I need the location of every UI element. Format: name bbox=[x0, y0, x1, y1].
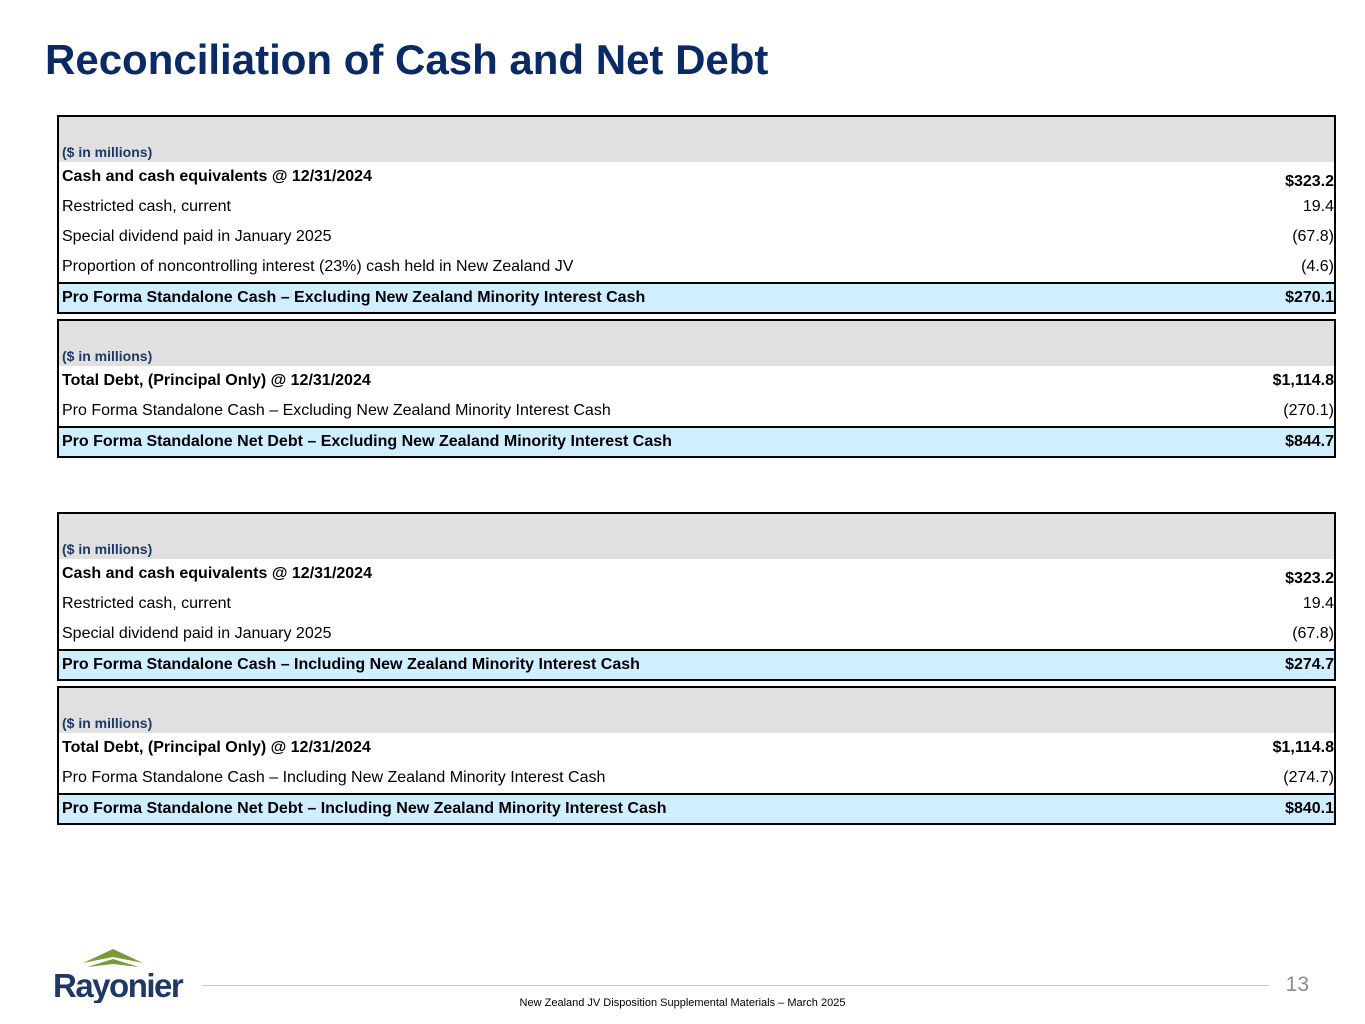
row-value: $1,114.8 bbox=[1272, 739, 1334, 756]
row-label: Proportion of noncontrolling interest (23%) cash held in New Zealand JV bbox=[62, 258, 574, 275]
page-number: 13 bbox=[1285, 973, 1309, 996]
total-label: Pro Forma Standalone Net Debt – Including New Zealand Minority Interest Cash bbox=[62, 800, 667, 817]
table-row bbox=[59, 252, 1334, 282]
table-row bbox=[59, 763, 1334, 793]
row-value: $323.2 bbox=[1285, 570, 1334, 587]
table-header bbox=[59, 321, 1334, 366]
units-label: ($ in millions) bbox=[62, 715, 153, 731]
table-header bbox=[59, 117, 1334, 162]
total-row bbox=[59, 426, 1334, 456]
rayonier-logo bbox=[53, 947, 193, 1003]
table-row bbox=[59, 192, 1334, 222]
total-label: Pro Forma Standalone Net Debt – Excluding New Zealand Minority Interest Cash bbox=[62, 433, 672, 450]
net-debt-excluding-nz-table bbox=[57, 319, 1336, 458]
table-row bbox=[59, 559, 1334, 589]
total-row bbox=[59, 649, 1334, 679]
row-value: (67.8) bbox=[1292, 228, 1334, 245]
row-value: (274.7) bbox=[1283, 769, 1334, 786]
table-row bbox=[59, 589, 1334, 619]
row-label: Cash and cash equivalents @ 12/31/2024 bbox=[62, 565, 372, 582]
table-header bbox=[59, 514, 1334, 559]
cash-excluding-nz-table bbox=[57, 115, 1336, 314]
table-row bbox=[59, 733, 1334, 763]
footer-text: New Zealand JV Disposition Supplemental Materials – March 2025 bbox=[519, 997, 846, 1009]
row-value: $1,114.8 bbox=[1272, 372, 1334, 389]
row-label: Cash and cash equivalents @ 12/31/2024 bbox=[62, 168, 372, 185]
row-label: Pro Forma Standalone Cash – Including New Zealand Minority Interest Cash bbox=[62, 769, 606, 786]
row-label: Restricted cash, current bbox=[62, 198, 231, 215]
row-value: 19.4 bbox=[1302, 198, 1334, 215]
row-value: 19.4 bbox=[1302, 595, 1334, 612]
total-value: $274.7 bbox=[1285, 656, 1334, 673]
logo-wordmark: Rayonier bbox=[53, 967, 183, 1003]
row-label: Total Debt, (Principal Only) @ 12/31/2024 bbox=[62, 739, 371, 756]
total-value: $840.1 bbox=[1285, 800, 1334, 817]
row-value: (270.1) bbox=[1283, 402, 1334, 419]
row-label: Total Debt, (Principal Only) @ 12/31/2024 bbox=[62, 372, 371, 389]
table-row bbox=[59, 366, 1334, 396]
row-label: Special dividend paid in January 2025 bbox=[62, 228, 332, 245]
cash-including-nz-table bbox=[57, 512, 1336, 681]
units-label: ($ in millions) bbox=[62, 144, 153, 160]
row-label: Pro Forma Standalone Cash – Excluding New Zealand Minority Interest Cash bbox=[62, 402, 611, 419]
row-value: (4.6) bbox=[1301, 258, 1334, 275]
net-debt-including-nz-table bbox=[57, 686, 1336, 825]
total-label: Pro Forma Standalone Cash – Excluding New Zealand Minority Interest Cash bbox=[62, 289, 646, 306]
total-value: $270.1 bbox=[1285, 289, 1334, 306]
table-row bbox=[59, 162, 1334, 192]
footer-divider bbox=[202, 985, 1269, 986]
total-row bbox=[59, 793, 1334, 823]
total-label: Pro Forma Standalone Cash – Including New Zealand Minority Interest Cash bbox=[62, 656, 640, 673]
row-value: (67.8) bbox=[1292, 625, 1334, 642]
row-label: Restricted cash, current bbox=[62, 595, 231, 612]
page-title: Reconciliation of Cash and Net Debt bbox=[45, 36, 769, 83]
table-header bbox=[59, 688, 1334, 733]
table-row bbox=[59, 222, 1334, 252]
row-label: Special dividend paid in January 2025 bbox=[62, 625, 332, 642]
row-value: $323.2 bbox=[1285, 173, 1334, 190]
total-row bbox=[59, 282, 1334, 312]
table-row bbox=[59, 396, 1334, 426]
total-value: $844.7 bbox=[1285, 433, 1334, 450]
table-row bbox=[59, 619, 1334, 649]
units-label: ($ in millions) bbox=[62, 541, 153, 557]
units-label: ($ in millions) bbox=[62, 348, 153, 364]
